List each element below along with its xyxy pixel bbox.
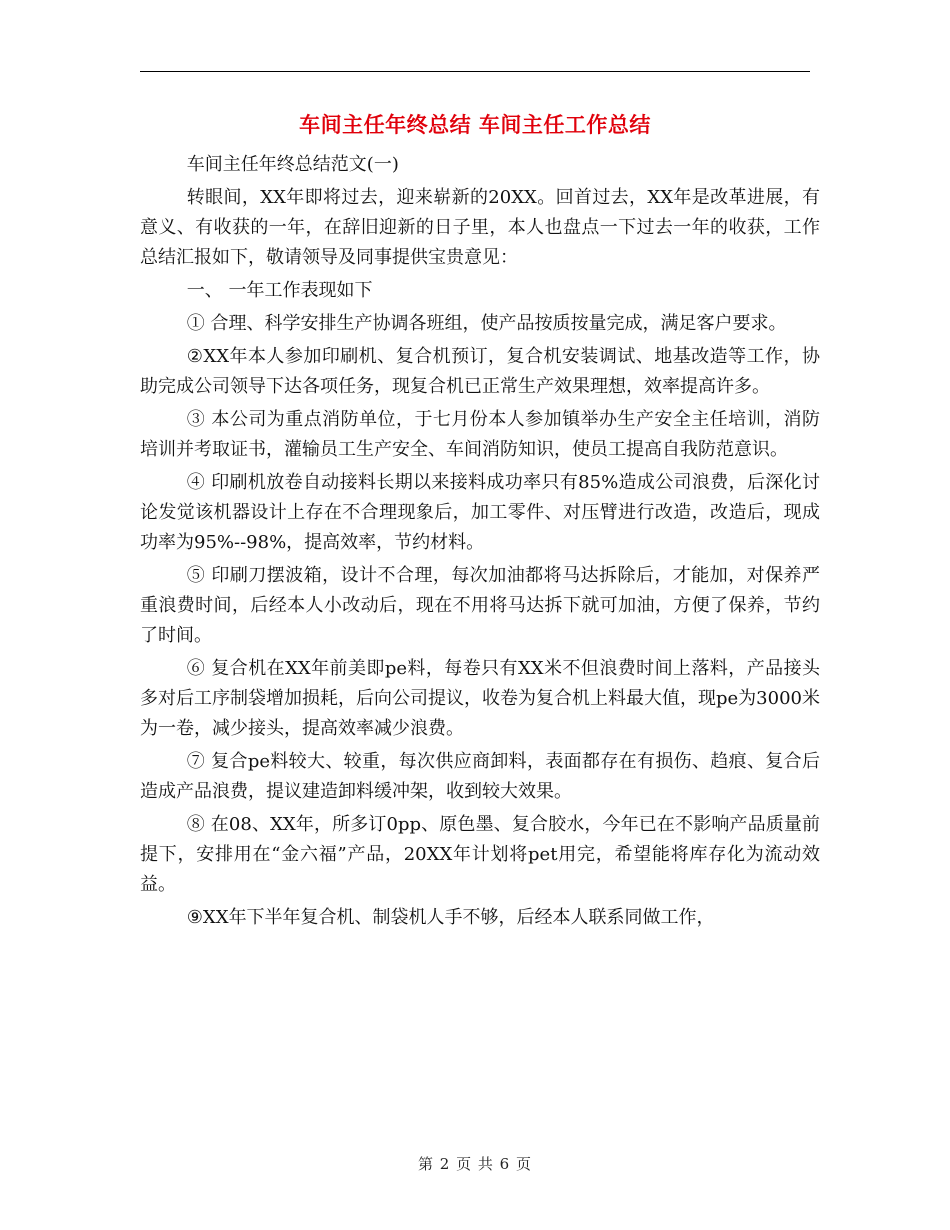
page-number: 第 2 页 共 6 页 xyxy=(418,1155,532,1173)
paragraph-item-1: ① 合理、科学安排生产协调各班组，使产品按质按量完成，满足客户要求。 xyxy=(186,313,787,334)
paragraph-item-7: ⑦ 复合pe料较大、较重，每次供应商卸料，表面都存在有损伤、趋痕、复合后造成产品浪费，提议建造卸料缓冲架，收到较大效果。 xyxy=(140,751,820,802)
paragraph-item-2: ②XX年本人参加印刷机、复合机预订，复合机安装调试、地基改造等工作，协助完成公司领导下达各项任务，现复合机已正常生产效果理想，效率提高许多。 xyxy=(140,346,820,397)
paragraph-item-3: ③ 本公司为重点消防单位，于七月份本人参加镇举办生产安全主任培训，消防培训并考取证书，灌输员工生产安全、车间消防知识，使员工提高自我防范意识。 xyxy=(140,409,820,460)
paragraph-item-4: ④ 印刷机放卷自动接料长期以来接料成功率只有85%造成公司浪费，后深化讨论发觉该机器设计上存在不合理现象后，加工零件、对压臂进行改造，改造后，现成功率为95%--98%，提高效率，节约材料。 xyxy=(140,472,820,553)
paragraph-item-6: ⑥ 复合机在XX年前美即pe料，每卷只有XX米不但浪费时间上落料，产品接头多对后工序制袋增加损耗，后向公司提议，收卷为复合机上料最大值，现pe为3000米为一卷，减少接头，提高效率减少浪费。 xyxy=(140,658,820,739)
document-body xyxy=(140,150,820,936)
paragraph-item-5: ⑤ 印刷刀摆波箱，设计不合理，每次加油都将马达拆除后，才能加，对保养严重浪费时间，后经本人小改动后，现在不用将马达拆下就可加油，方便了保养，节约了时间。 xyxy=(140,565,820,646)
paragraph-intro: 转眼间，XX年即将过去，迎来崭新的20XX。回首过去，XX年是改革进展，有意义、有收获的一年，在辞旧迎新的日子里，本人也盘点一下过去一年的收获，工作总结汇报如下，敬请领导及同事提供宝贵意见： xyxy=(140,187,820,268)
paragraph-item-8: ⑧ 在08、XX年，所多订0pp、原色墨、复合胶水，今年已在不影响产品质量前提下，安排用在“金六福”产品，20XX年计划将pet用完，希望能将库存化为流动效益。 xyxy=(140,814,820,895)
paragraph-item-9: ⑨XX年下半年复合机、制袋机人手不够，后经本人联系同做工作， xyxy=(186,907,715,928)
header-rule xyxy=(140,71,810,72)
paragraph-section-heading: 一、 一年工作表现如下 xyxy=(186,280,373,301)
paragraph-subtitle: 车间主任年终总结范文(一) xyxy=(186,154,399,175)
document-title: 车间主任年终总结 车间主任工作总结 xyxy=(299,113,651,137)
